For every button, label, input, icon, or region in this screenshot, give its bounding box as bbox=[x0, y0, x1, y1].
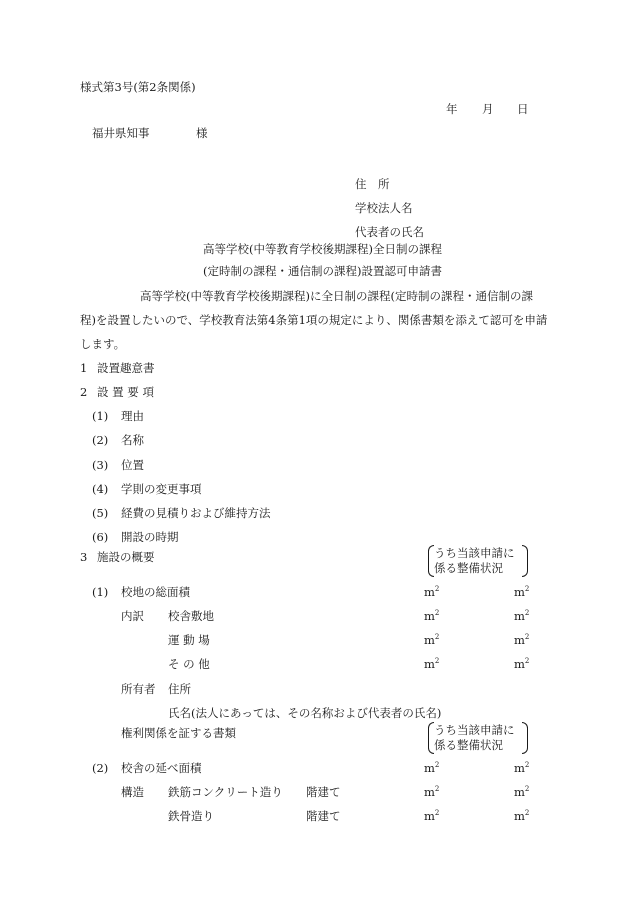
unit-text: m bbox=[514, 585, 525, 599]
applicant-corp-name-label: 学校法人名 bbox=[355, 201, 413, 215]
unit-sup: 2 bbox=[524, 785, 530, 794]
date-month: 月 bbox=[482, 102, 494, 116]
unit-text: m bbox=[424, 609, 435, 623]
site-num: (1) bbox=[92, 585, 109, 599]
unit-sup: 2 bbox=[524, 633, 530, 642]
bracket-text-line-1: うち当該申請に bbox=[434, 546, 515, 560]
bracket-right bbox=[522, 722, 528, 754]
site-breakdown-item: 校舎敷地 bbox=[168, 609, 214, 623]
area-unit bbox=[514, 809, 529, 823]
area-unit bbox=[424, 809, 439, 823]
bracket-text-line-1: うち当該申請に bbox=[434, 723, 515, 737]
date-day: 日 bbox=[517, 102, 529, 116]
unit-text: m bbox=[424, 657, 435, 671]
structure-type: 鉄骨造り bbox=[168, 809, 214, 823]
section-2-item-label: 名称 bbox=[121, 433, 144, 447]
unit-sup: 2 bbox=[524, 609, 530, 618]
section-2-item-label: 経費の見積りおよび維持方法 bbox=[121, 506, 271, 520]
area-unit bbox=[514, 761, 529, 775]
unit-text: m bbox=[424, 761, 435, 775]
form-label: 様式第3号(第2条関係) bbox=[80, 80, 196, 94]
site-label: 校地の総面積 bbox=[121, 585, 190, 599]
area-unit bbox=[424, 657, 439, 671]
unit-sup: 2 bbox=[434, 609, 440, 618]
section-1-label: 設置趣意書 bbox=[97, 361, 155, 375]
bracket-text-line-2: 係る整備状況 bbox=[434, 561, 503, 575]
structure-floors: 階建て bbox=[306, 785, 341, 799]
unit-sup: 2 bbox=[434, 761, 440, 770]
section-2-item-num: (1) bbox=[92, 409, 109, 423]
unit-text: m bbox=[514, 809, 525, 823]
structure-floors: 階建て bbox=[306, 809, 341, 823]
bracket-right bbox=[522, 545, 528, 577]
unit-text: m bbox=[514, 609, 525, 623]
unit-text: m bbox=[424, 633, 435, 647]
unit-sup: 2 bbox=[524, 809, 530, 818]
section-3-num: 3 bbox=[80, 550, 88, 564]
owner-address-label: 住所 bbox=[168, 682, 191, 696]
structure-label: 構造 bbox=[121, 785, 144, 799]
addressee-honorific: 様 bbox=[196, 126, 208, 140]
section-2-item-num: (3) bbox=[92, 458, 109, 472]
title-line-2: (定時制の課程・通信制の課程)設置認可申請書 bbox=[203, 264, 442, 278]
section-2-label: 設 置 要 項 bbox=[97, 385, 154, 399]
unit-sup: 2 bbox=[524, 657, 530, 666]
rights-document-label: 権利関係を証する書類 bbox=[121, 726, 236, 740]
section-2-item-label: 学則の変更事項 bbox=[121, 482, 202, 496]
unit-sup: 2 bbox=[434, 785, 440, 794]
area-unit bbox=[514, 785, 529, 799]
section-2-item-num: (4) bbox=[92, 482, 109, 496]
unit-text: m bbox=[424, 785, 435, 799]
area-unit bbox=[424, 633, 439, 647]
section-2-item-label: 開設の時期 bbox=[121, 530, 179, 544]
addressee-name: 福井県知事 bbox=[92, 126, 150, 140]
development-status-bracket bbox=[428, 722, 528, 754]
unit-text: m bbox=[514, 633, 525, 647]
area-unit bbox=[424, 761, 439, 775]
section-3-label: 施設の概要 bbox=[97, 550, 155, 564]
unit-text: m bbox=[514, 761, 525, 775]
section-2-item-label: 理由 bbox=[121, 409, 144, 423]
unit-sup: 2 bbox=[434, 809, 440, 818]
body-line-3: します。 bbox=[80, 337, 126, 351]
breakdown-label: 内訳 bbox=[121, 609, 144, 623]
unit-sup: 2 bbox=[434, 633, 440, 642]
area-unit bbox=[514, 585, 529, 599]
unit-text: m bbox=[424, 809, 435, 823]
section-2-item-label: 位置 bbox=[121, 458, 144, 472]
title-line-1: 高等学校(中等教育学校後期課程)全日制の課程 bbox=[203, 242, 442, 256]
unit-text: m bbox=[514, 657, 525, 671]
owner-label: 所有者 bbox=[121, 682, 156, 696]
section-2-num: 2 bbox=[80, 385, 88, 399]
body-line-1: 高等学校(中等教育学校後期課程)に全日制の課程(定時制の課程・通信制の課 bbox=[140, 289, 533, 303]
body-line-2: 程)を設置したいので、学校教育法第4条第1項の規定により、関係書類を添えて認可を申請 bbox=[80, 313, 548, 327]
unit-text: m bbox=[514, 785, 525, 799]
section-1-num: 1 bbox=[80, 361, 88, 375]
site-breakdown-item: そ の 他 bbox=[168, 657, 210, 671]
structure-type: 鉄筋コンクリート造り bbox=[168, 785, 283, 799]
site-breakdown-item: 運 動 場 bbox=[168, 633, 210, 647]
area-unit bbox=[514, 633, 529, 647]
area-unit bbox=[514, 609, 529, 623]
area-unit bbox=[424, 609, 439, 623]
unit-sup: 2 bbox=[524, 585, 530, 594]
unit-sup: 2 bbox=[524, 761, 530, 770]
applicant-representative-label: 代表者の氏名 bbox=[355, 225, 424, 239]
bracket-text-line-2: 係る整備状況 bbox=[434, 738, 503, 752]
section-2-item-num: (6) bbox=[92, 530, 109, 544]
applicant-address-label: 住 所 bbox=[355, 177, 390, 191]
section-2-item-num: (2) bbox=[92, 433, 109, 447]
area-unit bbox=[514, 657, 529, 671]
unit-sup: 2 bbox=[434, 657, 440, 666]
building-label: 校舎の延べ面積 bbox=[121, 761, 202, 775]
development-status-bracket bbox=[428, 545, 528, 577]
building-num: (2) bbox=[92, 761, 109, 775]
section-2-item-num: (5) bbox=[92, 506, 109, 520]
unit-text: m bbox=[424, 585, 435, 599]
area-unit bbox=[424, 585, 439, 599]
area-unit bbox=[424, 785, 439, 799]
date-year: 年 bbox=[446, 102, 458, 116]
unit-sup: 2 bbox=[434, 585, 440, 594]
owner-name-label: 氏名(法人にあっては、その名称および代表者の氏名) bbox=[168, 706, 442, 720]
